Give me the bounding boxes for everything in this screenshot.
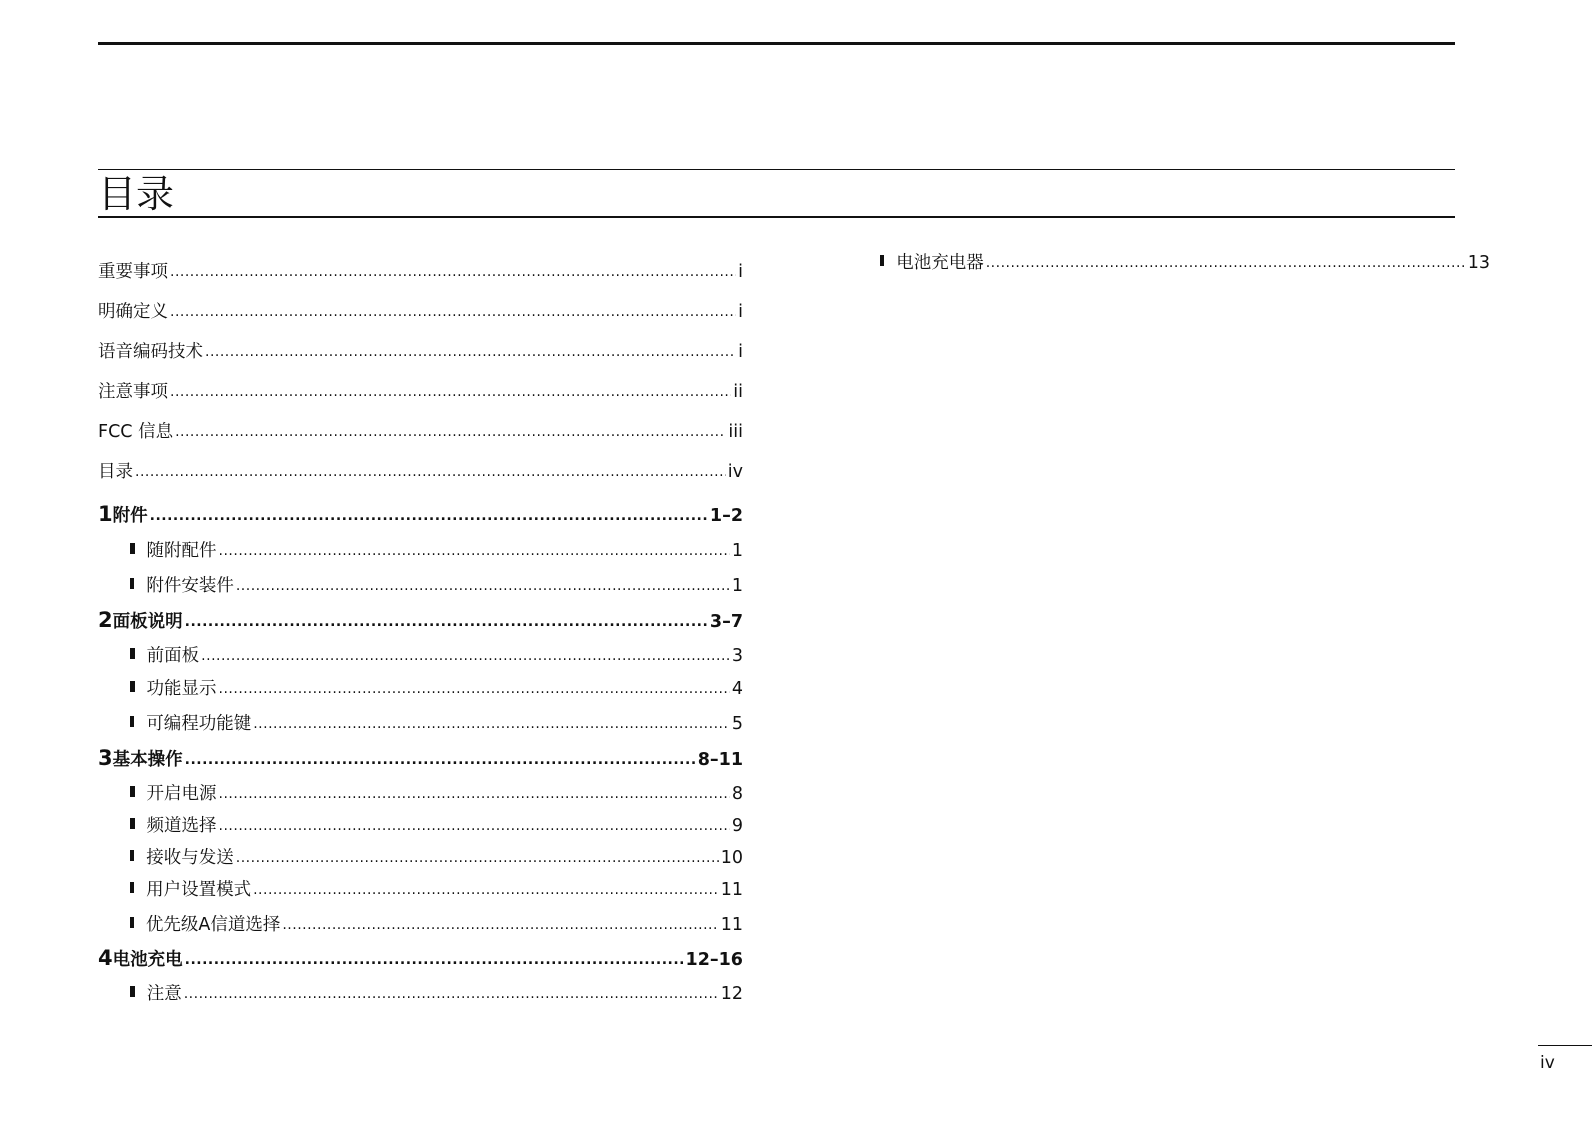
dot-leader	[185, 749, 696, 769]
square-bullet-icon	[130, 648, 135, 659]
section-label: 优先级A信道选择	[145, 915, 281, 935]
toc-entry-label: 重要事项	[98, 262, 168, 282]
section-page: 5	[731, 714, 743, 734]
section-label: 附件安装件	[146, 576, 234, 596]
dot-leader	[135, 461, 726, 481]
chapter-label: 附件	[112, 506, 148, 526]
dot-leader	[205, 341, 736, 361]
toc-entry-important-notice[interactable]	[98, 258, 743, 283]
header-rule	[98, 42, 1455, 45]
toc-section-programmable-keys[interactable]	[130, 710, 743, 735]
dot-leader	[184, 983, 719, 1003]
section-page: 13	[1467, 253, 1490, 273]
toc-chapter-4[interactable]	[98, 946, 743, 971]
chapter-label: 面板说明	[112, 612, 183, 632]
toc-section-battery-charger[interactable]	[880, 249, 1490, 274]
toc-section-accessory-attachment[interactable]	[130, 572, 743, 597]
section-page: 1	[731, 541, 743, 561]
dot-leader	[170, 381, 731, 401]
section-page: 11	[720, 880, 743, 900]
section-page: 1	[731, 576, 743, 596]
toc-section-priority-channel[interactable]	[130, 911, 743, 936]
section-page: 3	[731, 646, 743, 666]
square-bullet-icon	[130, 543, 135, 554]
dot-leader	[170, 301, 736, 321]
title-rule-top	[98, 169, 1455, 170]
square-bullet-icon	[130, 578, 134, 589]
chapter-page: 1–2	[709, 506, 743, 526]
square-bullet-icon	[130, 716, 134, 727]
section-label: 开启电源	[146, 784, 217, 804]
section-page: 12	[720, 984, 743, 1004]
square-bullet-icon	[880, 255, 884, 266]
toc-entry-precautions[interactable]	[98, 378, 743, 403]
dot-leader	[236, 575, 730, 595]
chapter-page: 12–16	[685, 950, 743, 970]
page-number-rule	[1538, 1045, 1592, 1046]
toc-entry-page: i	[738, 262, 743, 282]
page-number: iv	[1540, 1053, 1555, 1073]
section-page: 9	[731, 816, 743, 836]
dot-leader	[986, 252, 1466, 272]
section-label: 用户设置模式	[146, 880, 252, 900]
chapter-number: 2	[98, 608, 113, 632]
toc-entry-label: 明确定义	[98, 302, 168, 322]
dot-leader	[236, 847, 719, 867]
chapter-number: 1	[98, 502, 113, 526]
section-label: 电池充电器	[896, 253, 984, 273]
square-bullet-icon	[130, 850, 134, 861]
toc-entry-label: 语音编码技术	[98, 342, 203, 362]
dot-leader	[219, 678, 730, 698]
toc-entry-page: ii	[733, 382, 743, 402]
section-label: 随附配件	[146, 541, 217, 561]
dot-leader	[201, 645, 730, 665]
toc-section-power-on[interactable]	[130, 780, 743, 805]
chapter-number: 4	[98, 946, 113, 970]
toc-entry-label: 注意事项	[98, 382, 168, 402]
toc-section-function-display[interactable]	[130, 675, 743, 700]
section-label: 注意	[146, 984, 182, 1004]
dot-leader	[150, 505, 708, 525]
toc-section-user-set-mode[interactable]	[130, 876, 743, 901]
square-bullet-icon	[130, 818, 135, 829]
square-bullet-icon	[130, 786, 135, 797]
toc-entry-page: iii	[728, 422, 743, 442]
toc-section-supplied-accessories[interactable]	[130, 537, 743, 562]
dot-leader	[253, 879, 719, 899]
section-page: 8	[731, 784, 743, 804]
dot-leader	[219, 783, 730, 803]
toc-chapter-3[interactable]	[98, 746, 743, 771]
toc-entry-fcc-info[interactable]	[98, 418, 743, 443]
square-bullet-icon	[130, 986, 135, 997]
section-label: 接收与发送	[146, 848, 234, 868]
section-label: 功能显示	[146, 679, 217, 699]
section-page: 10	[720, 848, 743, 868]
section-label: 频道选择	[146, 816, 217, 836]
section-label: 可编程功能键	[146, 714, 252, 734]
chapter-page: 3–7	[709, 612, 743, 632]
toc-chapter-2[interactable]	[98, 608, 743, 633]
dot-leader	[185, 611, 708, 631]
toc-section-receive-transmit[interactable]	[130, 844, 743, 869]
chapter-label: 基本操作	[112, 750, 183, 770]
toc-entry-page: iv	[727, 462, 743, 482]
toc-entry-definitions[interactable]	[98, 298, 743, 323]
toc-entry-label: 目录	[98, 462, 133, 482]
dot-leader	[185, 949, 684, 969]
chapter-page: 8–11	[697, 750, 743, 770]
toc-entry-page: i	[738, 342, 743, 362]
dot-leader	[170, 261, 736, 281]
page-title: 目录	[98, 172, 175, 216]
dot-leader	[219, 815, 730, 835]
toc-entry-label: FCC 信息	[98, 422, 174, 442]
toc-entry-voice-coding[interactable]	[98, 338, 743, 363]
toc-section-channel-select[interactable]	[130, 812, 743, 837]
square-bullet-icon	[130, 681, 135, 692]
toc-section-caution[interactable]	[130, 980, 743, 1005]
dot-leader	[282, 914, 718, 934]
title-rule-bottom	[98, 216, 1455, 218]
dot-leader	[253, 713, 730, 733]
square-bullet-icon	[130, 917, 134, 928]
dot-leader	[175, 421, 726, 441]
square-bullet-icon	[130, 882, 134, 893]
dot-leader	[219, 540, 730, 560]
section-page: 4	[731, 679, 743, 699]
chapter-number: 3	[98, 746, 113, 770]
section-label: 前面板	[146, 646, 200, 666]
toc-entry-page: i	[738, 302, 743, 322]
toc-chapter-1[interactable]	[98, 502, 743, 527]
toc-section-front-panel[interactable]	[130, 642, 743, 667]
section-page: 11	[720, 915, 743, 935]
toc-entry-contents[interactable]	[98, 458, 743, 483]
chapter-label: 电池充电	[112, 950, 183, 970]
